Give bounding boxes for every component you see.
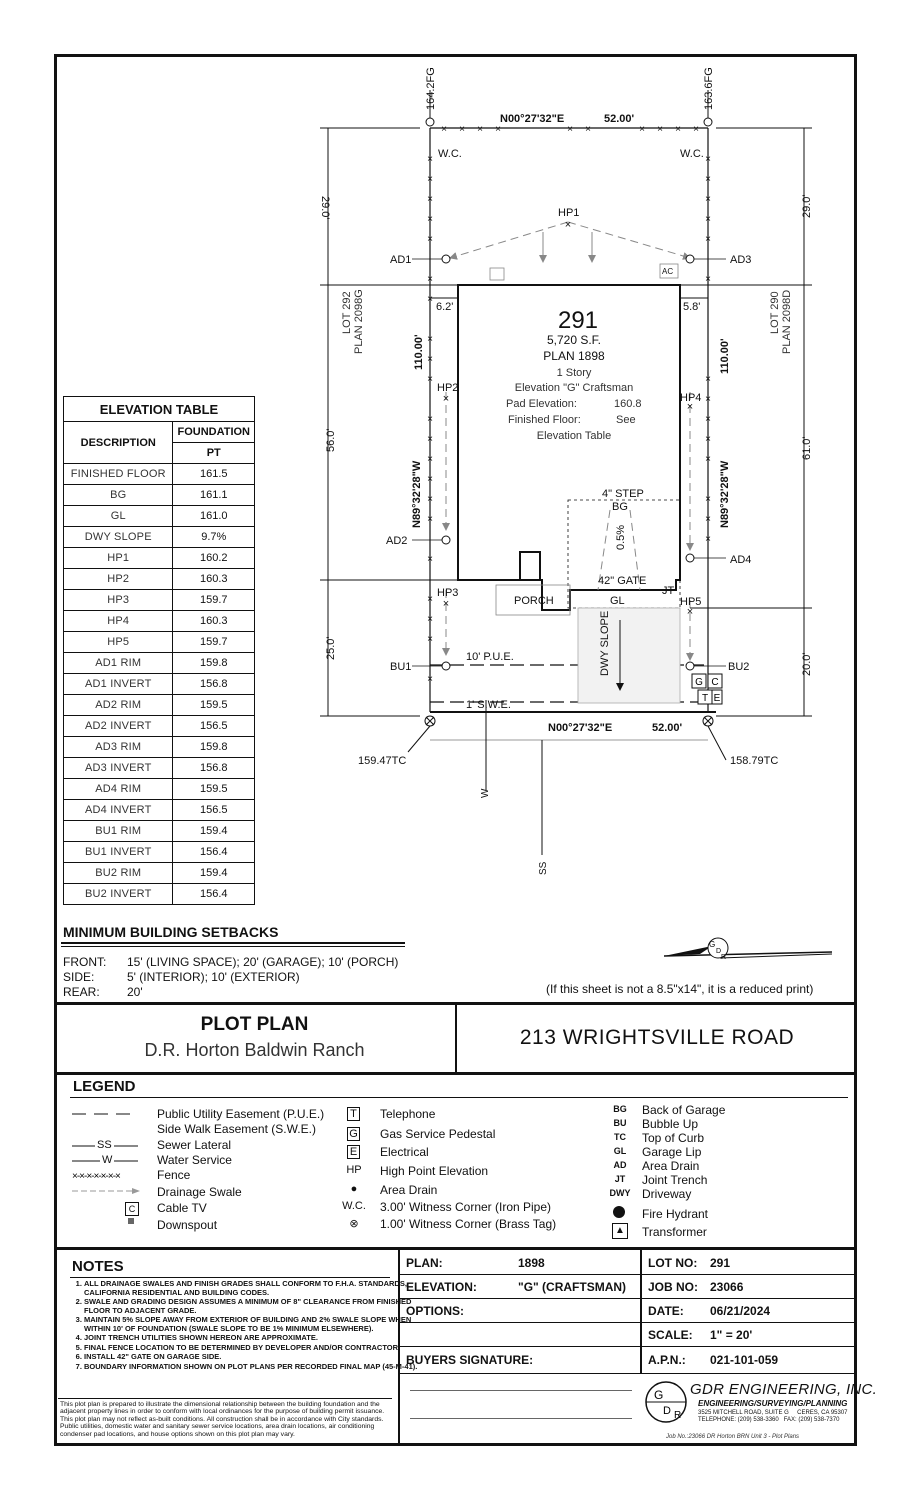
svg-text:×: × bbox=[564, 219, 572, 231]
svg-text:×: × bbox=[442, 393, 450, 405]
elevation-desc: BU2 INVERT bbox=[64, 884, 173, 905]
elevation-row bbox=[64, 506, 255, 527]
svg-text:G: G bbox=[709, 940, 716, 949]
util-g: G bbox=[695, 677, 703, 688]
legend-symbol-icon: HP bbox=[346, 1164, 362, 1176]
water-label: W bbox=[480, 788, 491, 798]
legend-symbol-icon: T bbox=[347, 1107, 360, 1121]
note-item: 1. ALL DRAINAGE SWALES AND FINISH GRADES SHALL CONFORM TO F.H.A. STANDARDS, CALIFORNIA RESIDENTIAL AND BUILDING CODES. bbox=[84, 1280, 424, 1297]
elevation-table bbox=[63, 396, 255, 905]
top-bearing: N00°27'32"E bbox=[500, 113, 565, 125]
svg-text:×: × bbox=[693, 124, 699, 135]
legend-symbol-label: Telephone bbox=[380, 1107, 436, 1121]
legend-symbol-label: 1.00' Witness Corner (Brass Tag) bbox=[380, 1217, 557, 1231]
hp4-label: HP4 bbox=[680, 392, 702, 404]
elevation-desc: BG bbox=[64, 485, 173, 506]
svg-text:×: × bbox=[705, 514, 711, 525]
corner-tl: 164.2FG bbox=[425, 67, 437, 110]
company-address: 3525 MITCHELL ROAD, SUITE G CERES, CA 95307 bbox=[698, 1410, 848, 1416]
svg-text:×: × bbox=[427, 294, 433, 305]
svg-text:D: D bbox=[716, 948, 722, 955]
lot-value: 291 bbox=[710, 1256, 731, 1270]
legend-abbr-label: Area Drain bbox=[642, 1159, 700, 1173]
elevation-row bbox=[64, 800, 255, 821]
lot-left: LOT 292 bbox=[341, 291, 353, 334]
legend-transformer: Transformer bbox=[642, 1225, 707, 1239]
plot-plan-subtitle: D.R. Horton Baldwin Ranch bbox=[144, 1040, 365, 1060]
elevation-desc: AD4 INVERT bbox=[64, 800, 173, 821]
dim-right-top: 29.0' bbox=[801, 194, 813, 218]
right-length: 110.00' bbox=[719, 338, 731, 374]
elevation-label: ELEVATION: bbox=[406, 1280, 477, 1294]
ad2-label: AD2 bbox=[386, 535, 408, 547]
lot-label: LOT NO: bbox=[648, 1256, 698, 1270]
svg-text:×: × bbox=[427, 274, 433, 285]
dim-left-bottom: 25.0' bbox=[325, 636, 337, 660]
legend-line-item: Cable TV bbox=[157, 1201, 207, 1215]
elevation-row bbox=[64, 485, 255, 506]
svg-text:×: × bbox=[427, 194, 433, 205]
date-label: DATE: bbox=[648, 1304, 684, 1318]
wc-left: W.C. bbox=[438, 148, 462, 160]
elevation-value: 156.8 bbox=[173, 674, 255, 695]
legend-symbol-label: Gas Service Pedestal bbox=[380, 1127, 496, 1141]
elevation-row bbox=[64, 632, 255, 653]
plan-label: PLAN: bbox=[406, 1256, 443, 1270]
svg-text:D: D bbox=[663, 1405, 671, 1417]
cable-tv-icon: C bbox=[125, 1202, 139, 1216]
legend-symbol-label: High Point Elevation bbox=[380, 1164, 489, 1178]
elevation-value: "G" (CRAFTSMAN) bbox=[518, 1280, 627, 1294]
elevation-desc: AD2 INVERT bbox=[64, 716, 173, 737]
elevation-desc: DWY SLOPE bbox=[64, 527, 173, 548]
svg-text:×: × bbox=[427, 474, 433, 485]
notes-list bbox=[58, 1280, 424, 1372]
bottom-bearing: N00°27'32"E bbox=[548, 722, 613, 734]
util-e: E bbox=[713, 693, 721, 704]
buyers-signature-label: BUYERS SIGNATURE: bbox=[406, 1353, 534, 1367]
swe-label: 1' S.W.E. bbox=[466, 699, 511, 711]
elevation-row bbox=[64, 737, 255, 758]
svg-text:×: × bbox=[477, 124, 483, 135]
elevation-desc: AD1 INVERT bbox=[64, 674, 173, 695]
legend-symbol-icon: ⊗ bbox=[349, 1218, 359, 1230]
slope-house: 0.5% bbox=[615, 524, 627, 550]
elevation-desc: GL bbox=[64, 506, 173, 527]
legend-line-item: Drainage Swale bbox=[157, 1185, 242, 1199]
elevation-value: 159.5 bbox=[173, 779, 255, 800]
elevation-row bbox=[64, 569, 255, 590]
note-item: 5. FINAL FENCE LOCATION TO BE DETERMINED BY DEVELOPER AND/OR CONTRACTOR. bbox=[84, 1344, 424, 1353]
svg-text:×: × bbox=[705, 174, 711, 185]
legend-fire-hydrant: Fire Hydrant bbox=[642, 1207, 709, 1221]
elevation-value: 156.5 bbox=[173, 716, 255, 737]
svg-text:×: × bbox=[705, 414, 711, 425]
svg-text:×: × bbox=[686, 606, 694, 618]
legend-symbol-icon: E bbox=[347, 1145, 360, 1159]
hp5-label: HP5 bbox=[680, 596, 702, 608]
col-foundation: FOUNDATION bbox=[173, 422, 255, 443]
elevation-desc: AD3 RIM bbox=[64, 737, 173, 758]
setback-rear: 20' bbox=[127, 985, 143, 999]
elevation-value: 159.7 bbox=[173, 590, 255, 611]
dim-left-top: 29.0' bbox=[319, 196, 331, 220]
svg-text:×: × bbox=[427, 514, 433, 525]
svg-text:×: × bbox=[495, 124, 501, 135]
legend-abbr-key: JT bbox=[614, 1174, 626, 1184]
elevation-row bbox=[64, 863, 255, 884]
svg-text:×: × bbox=[639, 124, 645, 135]
svg-text:×: × bbox=[686, 401, 694, 413]
legend-symbol-label: Area Drain bbox=[380, 1183, 438, 1197]
elevation-row bbox=[64, 590, 255, 611]
gdr-logo-icon bbox=[642, 1378, 692, 1426]
svg-text:×: × bbox=[427, 214, 433, 225]
gate-label: 42" GATE bbox=[598, 575, 647, 587]
legend-abbr-key: BU bbox=[613, 1118, 627, 1128]
elevation-row bbox=[64, 527, 255, 548]
svg-text:×: × bbox=[427, 234, 433, 245]
elevation-desc: HP5 bbox=[64, 632, 173, 653]
svg-text:×: × bbox=[427, 154, 433, 165]
plan-right: PLAN 2098D bbox=[781, 289, 793, 354]
note-item: 4. JOINT TRENCH UTILITIES SHOWN HEREON ARE APPROXIMATE. bbox=[84, 1334, 424, 1343]
wc-right: W.C. bbox=[680, 148, 704, 160]
ad1-label: AD1 bbox=[390, 254, 412, 266]
svg-text:×: × bbox=[705, 214, 711, 225]
elevation-row bbox=[64, 653, 255, 674]
lot-area: 5,720 S.F. bbox=[546, 333, 602, 347]
pad-elev-label: Pad Elevation: bbox=[506, 398, 577, 410]
lot-number: 291 bbox=[557, 307, 599, 334]
elevation-row bbox=[64, 779, 255, 800]
elevation-value: 161.1 bbox=[173, 485, 255, 506]
job-path: Job No.:23066 DR Horton BRN Unit 3 - Plot Plans bbox=[666, 1434, 800, 1440]
plan-value: 1898 bbox=[518, 1256, 545, 1270]
legend-line-item: Side Walk Easement (S.W.E.) bbox=[157, 1122, 316, 1136]
svg-text:×: × bbox=[442, 598, 450, 610]
ff-ref: Elevation Table bbox=[536, 430, 612, 442]
company-tagline: ENGINEERING/SURVEYING/PLANNING bbox=[698, 1399, 848, 1408]
elevation-value: 156.4 bbox=[173, 884, 255, 905]
ff-label: Finished Floor: bbox=[508, 414, 581, 426]
elevation-row bbox=[64, 548, 255, 569]
svg-text:×: × bbox=[567, 124, 573, 135]
svg-text:×: × bbox=[427, 674, 433, 685]
elevation-row bbox=[64, 695, 255, 716]
bottom-distance: 52.00' bbox=[652, 722, 683, 734]
svg-text:×: × bbox=[705, 394, 711, 405]
elevation-desc: BU1 RIM bbox=[64, 821, 173, 842]
job-label: JOB NO: bbox=[648, 1280, 699, 1294]
elevation-desc: HP4 bbox=[64, 611, 173, 632]
elevation-value: 161.5 bbox=[173, 464, 255, 485]
elevation-desc: AD3 INVERT bbox=[64, 758, 173, 779]
elevation-desc: HP3 bbox=[64, 590, 173, 611]
svg-text:R: R bbox=[674, 1410, 682, 1421]
legend-symbol-label: Electrical bbox=[380, 1145, 429, 1159]
elevation-desc: HP1 bbox=[64, 548, 173, 569]
legend-title: LEGEND bbox=[73, 1078, 136, 1095]
svg-text:×: × bbox=[705, 274, 711, 285]
step-label: 4" STEP bbox=[602, 488, 644, 500]
elevation-value: 160.2 bbox=[173, 548, 255, 569]
legend-line-item: Fence bbox=[157, 1168, 191, 1182]
transformer-icon: ▲ bbox=[612, 1223, 628, 1239]
col-description: DESCRIPTION bbox=[64, 422, 173, 464]
note-item: 6. INSTALL 42" GATE ON GARAGE SIDE. bbox=[84, 1353, 424, 1362]
elevation-desc: FINISHED FLOOR bbox=[64, 464, 173, 485]
setback-left: 6.2' bbox=[436, 301, 454, 313]
lot-right: LOT 290 bbox=[769, 291, 781, 334]
legend-symbol-icon: ● bbox=[350, 1183, 358, 1195]
elevation-value: 160.3 bbox=[173, 569, 255, 590]
elevation-value: 159.4 bbox=[173, 821, 255, 842]
svg-text:×: × bbox=[427, 174, 433, 185]
svg-text:×-×-×-×-×-×-×: ×-×-×-×-×-×-× bbox=[72, 1171, 120, 1182]
corner-br: 158.79TC bbox=[730, 755, 779, 767]
svg-text:×: × bbox=[675, 124, 681, 135]
svg-text:×: × bbox=[427, 634, 433, 645]
dim-right-mid: 61.0' bbox=[801, 436, 813, 460]
dim-left-mid: 56.0' bbox=[325, 428, 337, 452]
svg-text:×: × bbox=[705, 454, 711, 465]
legend-abbr-key: DWY bbox=[609, 1188, 631, 1198]
ad3-label: AD3 bbox=[730, 254, 752, 266]
elevation-value: 161.0 bbox=[173, 506, 255, 527]
elevation-value: 159.8 bbox=[173, 653, 255, 674]
jt-label: JT bbox=[662, 585, 675, 597]
elevation-value: 159.7 bbox=[173, 632, 255, 653]
company-name: GDR ENGINEERING, INC. bbox=[690, 1381, 878, 1398]
svg-text:×: × bbox=[427, 434, 433, 445]
legend-abbr-key: AD bbox=[613, 1160, 627, 1170]
ff-value: See bbox=[616, 414, 636, 426]
elevation-value: 9.7% bbox=[173, 527, 255, 548]
elevation-table-title: ELEVATION TABLE bbox=[64, 397, 255, 422]
left-length: 110.00' bbox=[413, 334, 425, 370]
right-bearing: N89°32'28"W bbox=[719, 460, 731, 528]
notes-disclaimer: This plot plan is prepared to illustrate the dimensional relationship between the building foundation and the adjacent property lines in order to conform with local ordinances for the purpose of building permit issuance. This plot plan may not reflect as-built conditions. All construction shall be in accordance with City standards. Public utilities, domestic water and sanitary sewer service locations, area drain locations, air conditioning condenser pad locations, and house options shown on this plot plan may vary. bbox=[60, 1401, 385, 1438]
legend-line-item: Water Service bbox=[157, 1153, 232, 1167]
site-address: 213 WRIGHTSVILLE ROAD bbox=[519, 1026, 795, 1049]
elevation-line: Elevation "G" Craftsman bbox=[514, 382, 634, 394]
svg-text:×: × bbox=[459, 124, 465, 135]
legend-symbol-icon: G bbox=[347, 1127, 360, 1141]
elevation-row bbox=[64, 758, 255, 779]
elevation-row bbox=[64, 611, 255, 632]
legend-line-item: Downspout bbox=[157, 1218, 218, 1232]
plan-number: PLAN 1898 bbox=[543, 349, 605, 363]
svg-text:×: × bbox=[427, 374, 433, 385]
ac-label: AC bbox=[662, 267, 674, 276]
elevation-desc: AD1 RIM bbox=[64, 653, 173, 674]
hp3-label: HP3 bbox=[437, 587, 459, 599]
bu1-label: BU1 bbox=[390, 661, 412, 673]
svg-text:×: × bbox=[705, 434, 711, 445]
sewer-label: SS bbox=[538, 861, 549, 875]
note-item: 2. SWALE AND GRADING DESIGN ASSUMES A MINIMUM OF 8" CLEARANCE FROM FINISHED FLOOR TO ADJACENT GRADE. bbox=[84, 1298, 424, 1315]
svg-text:×: × bbox=[427, 334, 433, 345]
apn-label: A.P.N.: bbox=[648, 1353, 686, 1367]
legend-symbol-label: 3.00' Witness Corner (Iron Pipe) bbox=[380, 1200, 552, 1214]
elevation-desc: BU1 INVERT bbox=[64, 842, 173, 863]
apn-value: 021-101-059 bbox=[710, 1353, 779, 1367]
bu2-label: BU2 bbox=[728, 661, 750, 673]
elevation-row bbox=[64, 821, 255, 842]
legend-abbr-key: TC bbox=[614, 1132, 626, 1142]
svg-text:×: × bbox=[705, 494, 711, 505]
setback-front: 15' (LIVING SPACE); 20' (GARAGE); 10' (PORCH) bbox=[127, 955, 399, 969]
elevation-value: 156.4 bbox=[173, 842, 255, 863]
elevation-value: 160.3 bbox=[173, 611, 255, 632]
legend-w: W bbox=[102, 1154, 113, 1166]
legend-abbr-label: Garage Lip bbox=[642, 1145, 702, 1159]
gl-label: GL bbox=[610, 595, 625, 607]
util-t: T bbox=[701, 693, 709, 704]
svg-text:×: × bbox=[427, 494, 433, 505]
legend-line-item: Sewer Lateral bbox=[157, 1138, 232, 1152]
company-phone: TELEPHONE: (209) 538-3360 FAX: (209) 538-7370 bbox=[698, 1417, 840, 1423]
setback-right: 5.8' bbox=[683, 301, 701, 313]
stories: 1 Story bbox=[556, 367, 592, 379]
scale-label: SCALE: bbox=[648, 1328, 693, 1342]
job-value: 23066 bbox=[710, 1280, 744, 1294]
svg-text:×: × bbox=[427, 414, 433, 425]
reduced-print-note: (If this sheet is not a 8.5"x14", it is a reduced print) bbox=[546, 982, 814, 996]
north-arrow-icon bbox=[660, 934, 840, 974]
svg-text:×: × bbox=[585, 124, 591, 135]
scale-value: 1" = 20' bbox=[710, 1328, 753, 1342]
elevation-value: 159.4 bbox=[173, 863, 255, 884]
legend-abbr-label: Driveway bbox=[642, 1187, 692, 1201]
svg-text:×: × bbox=[705, 374, 711, 385]
pad-elev-value: 160.8 bbox=[614, 398, 642, 410]
top-distance: 52.00' bbox=[604, 113, 635, 125]
fire-hydrant-icon bbox=[613, 1206, 625, 1218]
svg-text:×: × bbox=[705, 194, 711, 205]
elevation-row bbox=[64, 842, 255, 863]
dim-right-bottom: 20.0' bbox=[801, 652, 813, 676]
left-bearing: N89°32'28"W bbox=[411, 460, 423, 528]
svg-text:×: × bbox=[427, 614, 433, 625]
setbacks-list: FRONT: 15' (LIVING SPACE); 20' (GARAGE); 10' (PORCH) SIDE: 5' (INTERIOR); 10' (EXTERIOR) REAR: 20' bbox=[63, 955, 399, 999]
legend-abbr-key: GL bbox=[613, 1146, 627, 1156]
svg-text:×: × bbox=[705, 154, 711, 165]
porch-label: PORCH bbox=[514, 595, 554, 607]
svg-text:×: × bbox=[441, 124, 447, 135]
bg-label: BG bbox=[612, 501, 628, 513]
pue-label: 10' P.U.E. bbox=[466, 651, 514, 663]
util-c: C bbox=[711, 677, 719, 688]
legend-line-item: Public Utility Easement (P.U.E.) bbox=[157, 1107, 325, 1121]
svg-text:×: × bbox=[705, 234, 711, 245]
elevation-value: 159.5 bbox=[173, 695, 255, 716]
plot-plan-title: PLOT PLAN bbox=[200, 1014, 309, 1035]
svg-text:×: × bbox=[427, 594, 433, 605]
notes-title: NOTES bbox=[72, 1258, 124, 1275]
legend-symbol-icon: W.C. bbox=[342, 1200, 366, 1212]
ad4-label: AD4 bbox=[730, 554, 752, 566]
plan-left: PLAN 2098G bbox=[353, 289, 365, 354]
svg-text:G: G bbox=[654, 1388, 664, 1402]
legend-abbr-label: Joint Trench bbox=[642, 1173, 708, 1187]
legend-abbr-label: Bubble Up bbox=[642, 1117, 699, 1131]
legend-line-symbols bbox=[68, 1104, 158, 1234]
elevation-desc: HP2 bbox=[64, 569, 173, 590]
note-item: 7. BOUNDARY INFORMATION SHOWN ON PLOT PLANS PER RECORDED FINAL MAP (45-M-41). bbox=[84, 1363, 424, 1372]
legend-abbr-label: Back of Garage bbox=[642, 1103, 726, 1117]
elevation-row bbox=[64, 464, 255, 485]
hp1-label: HP1 bbox=[558, 207, 580, 219]
elevation-row bbox=[64, 716, 255, 737]
svg-text:×: × bbox=[427, 554, 433, 565]
elevation-value: 156.5 bbox=[173, 800, 255, 821]
svg-text:×: × bbox=[427, 454, 433, 465]
svg-text:×: × bbox=[657, 124, 663, 135]
date-value: 06/21/2024 bbox=[710, 1304, 771, 1318]
corner-tr: 163.6FG bbox=[703, 67, 715, 110]
options-label: OPTIONS: bbox=[406, 1304, 465, 1318]
elevation-desc: BU2 RIM bbox=[64, 863, 173, 884]
legend-abbr-label: Top of Curb bbox=[642, 1131, 705, 1145]
setbacks-title: MINIMUM BUILDING SETBACKS bbox=[63, 924, 279, 940]
elevation-value: 159.8 bbox=[173, 737, 255, 758]
elevation-value: 156.8 bbox=[173, 758, 255, 779]
elevation-row bbox=[64, 674, 255, 695]
svg-text:×: × bbox=[427, 354, 433, 365]
legend-abbr-key: BG bbox=[613, 1104, 627, 1114]
setback-side: 5' (INTERIOR); 10' (EXTERIOR) bbox=[127, 970, 300, 984]
dwy-slope: DWY SLOPE bbox=[599, 610, 611, 676]
col-pt: PT bbox=[173, 443, 255, 464]
corner-bl: 159.47TC bbox=[358, 755, 407, 767]
elevation-row bbox=[64, 884, 255, 905]
svg-text:×: × bbox=[705, 534, 711, 545]
svg-text:R: R bbox=[721, 954, 727, 961]
elevation-desc: AD4 RIM bbox=[64, 779, 173, 800]
note-item: 3. MAINTAIN 5% SLOPE AWAY FROM EXTERIOR OF BUILDING AND 2% SWALE SLOPE WHEN WITHIN 10' OF FOUNDATION (SWALE SLOPE TO BE 1% MINIMUM ELSEWHERE). bbox=[84, 1316, 424, 1333]
hp2-label: HP2 bbox=[437, 382, 459, 394]
elevation-desc: AD2 RIM bbox=[64, 695, 173, 716]
legend-ss: SS bbox=[97, 1139, 112, 1151]
